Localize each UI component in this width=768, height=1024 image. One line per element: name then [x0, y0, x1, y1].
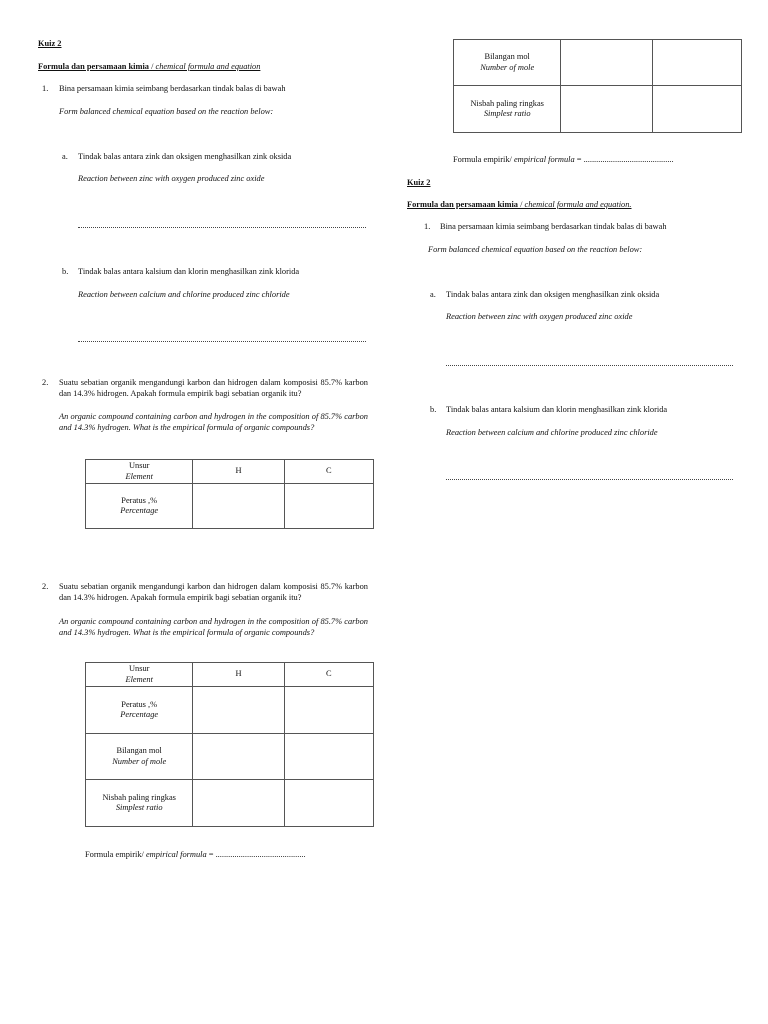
topic-heading-right — [407, 200, 632, 211]
q1-malay-left: Bina persamaan kimia seimbang berdasarkan tindak balas di bawah — [59, 84, 286, 93]
ratio-row-label — [86, 780, 193, 827]
q1a-answer-line-left[interactable] — [78, 227, 366, 228]
mole-c-cell[interactable] — [652, 40, 741, 86]
mole-h-cell[interactable] — [561, 40, 652, 86]
q1b-answer-line-left[interactable] — [78, 341, 366, 342]
percent-english: Percentage — [120, 506, 159, 515]
q1a-label-right: a. — [430, 290, 436, 299]
q2-malay-first: Suatu sebatian organik mengandungi karbon dan hidrogen dalam komposisi 85.7% karbon dan 14.3% hidrogen. Apakah formula empirik bagi sebatian organik itu? — [59, 378, 368, 398]
topic-malay: Formula dan persamaan kimia — [407, 200, 518, 209]
q1a-label-left: a. — [62, 152, 68, 161]
percent-c-cell[interactable] — [284, 687, 373, 734]
topic-heading-left — [38, 62, 260, 73]
quiz-title-right: Kuiz 2 — [407, 178, 431, 187]
q1-number-left: 1. — [42, 84, 49, 93]
mole-malay: Bilangan mol — [116, 746, 162, 755]
empirical-formula-line-right[interactable] — [453, 155, 674, 166]
mole-english: Number of mole — [112, 756, 167, 766]
mole-row-label — [454, 40, 561, 86]
topic-english: chemical formula and equation — [155, 62, 261, 71]
ratio-row-label — [454, 86, 561, 133]
element-header-cell — [86, 460, 193, 484]
ratio-malay: Nisbah paling ringkas — [470, 98, 544, 108]
percent-row-label — [86, 484, 193, 529]
quiz-title-left: Kuiz 2 — [38, 39, 62, 48]
q1-english-right: Form balanced chemical equation based on the reaction below: — [428, 245, 643, 254]
percent-h-cell[interactable] — [193, 687, 284, 734]
q2-english-first: An organic compound containing carbon and hydrogen in the composition of 85.7% carbon and 14.3% hydrogen. What is the empirical formula of organic compounds? — [59, 412, 368, 432]
empirical-malay: Formula empirik/ — [453, 155, 512, 164]
mole-h-cell[interactable] — [193, 734, 284, 780]
topic-malay: Formula dan persamaan kimia — [38, 62, 149, 71]
empirical-suffix: = ........................................... — [574, 155, 674, 164]
mole-row-label — [86, 734, 193, 780]
q2-table-second — [85, 662, 374, 827]
q2-malay-second: Suatu sebatian organik mengandungi karbon dan hidrogen dalam komposisi 85.7% karbon dan 14.3% hidrogen. Apakah formula empirik bagi sebatian organik itu? — [59, 582, 368, 602]
empirical-malay: Formula empirik/ — [85, 850, 144, 859]
ratio-h-cell[interactable] — [561, 86, 652, 133]
q1a-english-left: Reaction between zinc with oxygen produced zinc oxide — [78, 174, 265, 183]
col-h-header: H — [193, 663, 284, 687]
mole-malay: Bilangan mol — [484, 52, 530, 61]
q1a-malay-right: Tindak balas antara zink dan oksigen menghasilkan zink oksida — [446, 290, 660, 299]
q1b-malay-left: Tindak balas antara kalsium dan klorin menghasilkan zink klorida — [78, 267, 300, 276]
q1b-answer-line-right[interactable] — [446, 479, 733, 480]
percent-english: Percentage — [120, 710, 159, 719]
topic-sep: / — [517, 200, 525, 209]
percent-c-cell[interactable] — [284, 484, 373, 529]
ratio-c-cell[interactable] — [284, 780, 373, 827]
col-h-header: H — [193, 460, 284, 484]
q2-english-second: An organic compound containing carbon and hydrogen in the composition of 85.7% carbon and 14.3% hydrogen. What is the empirical formula of organic compounds? — [59, 617, 368, 637]
topic-sep: / — [148, 62, 156, 71]
percent-h-cell[interactable] — [193, 484, 284, 529]
col-c-header: C — [284, 460, 373, 484]
ratio-c-cell[interactable] — [652, 86, 741, 133]
q1b-english-right: Reaction between calcium and chlorine produced zinc chloride — [446, 428, 658, 437]
percent-malay: Peratus ,% — [121, 495, 158, 505]
empirical-formula-line-left[interactable] — [85, 850, 306, 861]
q2-number-second: 2. — [42, 582, 49, 591]
q1a-answer-line-right[interactable] — [446, 365, 733, 366]
q1a-malay-left: Tindak balas antara zink dan oksigen menghasilkan zink oksida — [78, 152, 292, 161]
q1-number-right: 1. — [424, 222, 431, 231]
q1b-label-right: b. — [430, 405, 437, 414]
q2-table-first — [85, 459, 374, 529]
percent-row-label — [86, 687, 193, 734]
topic-english: chemical formula and equation. — [524, 200, 632, 209]
right-table-top — [453, 39, 742, 133]
empirical-suffix: = ........................................... — [206, 850, 306, 859]
ratio-malay: Nisbah paling ringkas — [102, 792, 176, 802]
percent-malay: Peratus ,% — [121, 699, 158, 709]
ratio-english: Simplest ratio — [115, 803, 163, 812]
element-malay: Unsur — [128, 664, 150, 673]
q1b-label-left: b. — [62, 267, 69, 276]
q2-number-first: 2. — [42, 378, 49, 387]
q1a-english-right: Reaction between zinc with oxygen produced zinc oxide — [446, 312, 633, 321]
q1b-english-left: Reaction between calcium and chlorine produced zinc chloride — [78, 290, 290, 299]
ratio-h-cell[interactable] — [193, 780, 284, 827]
col-c-header: C — [284, 663, 373, 687]
element-header-cell — [86, 663, 193, 687]
element-english: Element — [125, 674, 153, 684]
element-english: Element — [125, 471, 153, 481]
mole-c-cell[interactable] — [284, 734, 373, 780]
element-malay: Unsur — [128, 461, 150, 470]
mole-english: Number of mole — [480, 62, 535, 72]
empirical-english: empirical formula — [511, 155, 575, 164]
q1-malay-right: Bina persamaan kimia seimbang berdasarkan tindak balas di bawah — [440, 222, 667, 231]
ratio-english: Simplest ratio — [483, 109, 531, 118]
empirical-english: empirical formula — [143, 850, 207, 859]
q1b-malay-right: Tindak balas antara kalsium dan klorin menghasilkan zink klorida — [446, 405, 668, 414]
q1-english-left: Form balanced chemical equation based on the reaction below: — [59, 107, 274, 116]
